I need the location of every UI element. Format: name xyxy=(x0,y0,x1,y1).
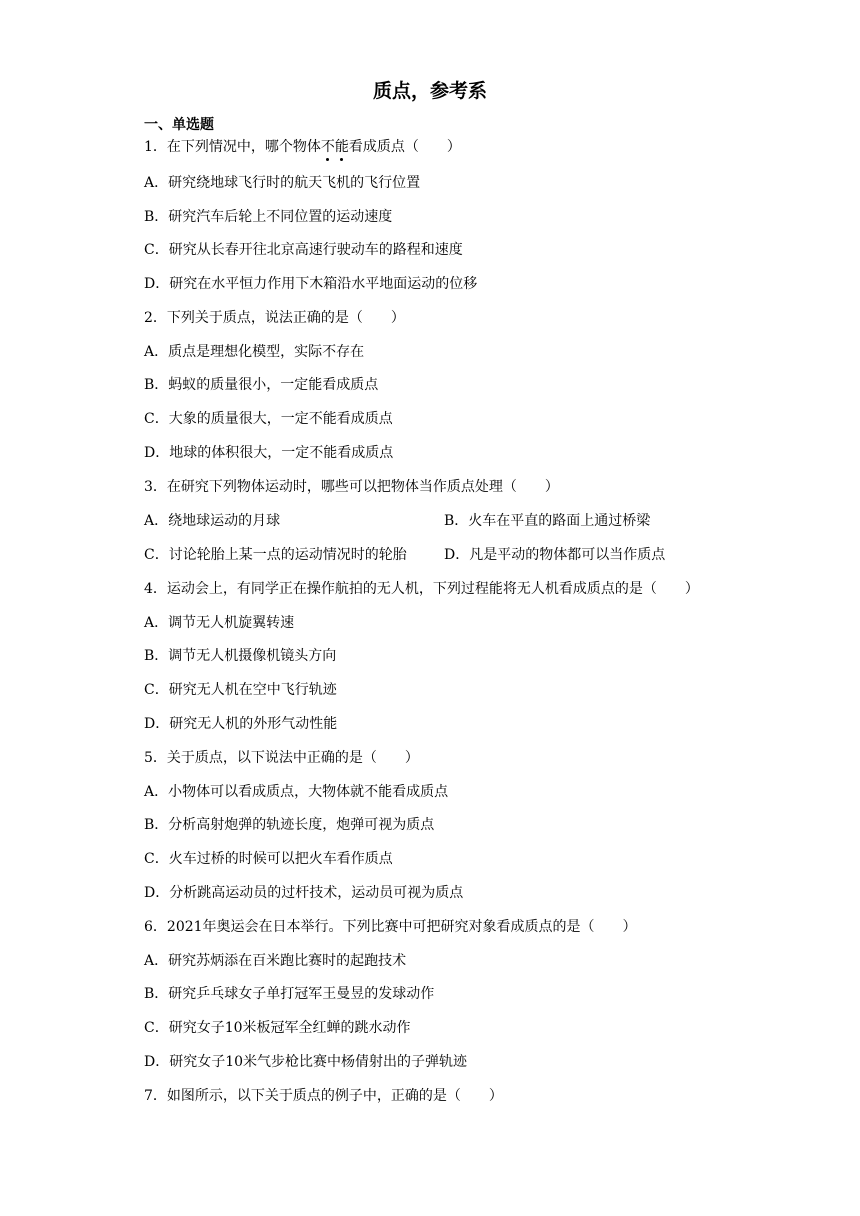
question-6-stem: 6．2021年奥运会在日本举行。下列比赛中可把研究对象看成质点的是（ ） xyxy=(144,919,637,935)
question-3-option-d: D．凡是平动的物体都可以当作质点 xyxy=(444,547,666,563)
question-2-stem: 2．下列关于质点，说法正确的是（ ） xyxy=(144,310,405,326)
question-1-stem xyxy=(144,137,461,157)
question-7-stem: 7．如图所示，以下关于质点的例子中，正确的是（ ） xyxy=(144,1088,503,1104)
page-title: 质点，参考系 xyxy=(372,80,487,102)
question-2-option-a: A．质点是理想化模型，实际不存在 xyxy=(144,344,365,360)
question-1-stem-text: 1．在下列情况中，哪个物体 xyxy=(144,139,321,155)
question-5-option-d: D．分析跳高运动员的过杆技术，运动员可视为质点 xyxy=(144,885,464,901)
question-6-option-b: B．研究乒乓球女子单打冠军王曼昱的发球动作 xyxy=(144,986,435,1002)
question-4-stem: 4．运动会上，有同学正在操作航拍的无人机，下列过程能将无人机看成质点的是（ ） xyxy=(144,581,699,597)
question-4-option-a: A．调节无人机旋翼转速 xyxy=(144,615,295,631)
question-1-option-b: B．研究汽车后轮上不同位置的运动速度 xyxy=(144,209,393,225)
emphasis-dot-1: 不 xyxy=(320,139,335,155)
question-1-option-a: A．研究绕地球飞行时的航天飞机的飞行位置 xyxy=(144,175,421,191)
question-5-stem: 5．关于质点，以下说法中正确的是（ ） xyxy=(144,750,419,766)
question-1-option-d: D．研究在水平恒力作用下木箱沿水平地面运动的位移 xyxy=(144,276,478,292)
question-3-option-b: B．火车在平直的路面上通过桥梁 xyxy=(444,513,651,529)
question-3-options-row-2 xyxy=(144,545,724,565)
question-5-option-c: C．火车过桥的时候可以把火车看作质点 xyxy=(144,851,393,867)
question-3-stem: 3．在研究下列物体运动时，哪些可以把物体当作质点处理（ ） xyxy=(144,479,559,495)
question-1-option-c: C．研究从长春开往北京高速行驶动车的路程和速度 xyxy=(144,242,463,258)
question-2-option-b: B．蚂蚁的质量很小，一定能看成质点 xyxy=(144,377,379,393)
question-1-stem-tail: 看成质点（ ） xyxy=(348,139,461,155)
question-6-option-c: C．研究女子10米板冠军全红蝉的跳水动作 xyxy=(144,1020,411,1036)
section-heading: 一、单选题 xyxy=(144,117,214,133)
question-5-option-b: B．分析高射炮弹的轨迹长度，炮弹可视为质点 xyxy=(144,817,435,833)
emphasis-dot-2: 能 xyxy=(334,139,349,155)
question-4-option-d: D．研究无人机的外形气动性能 xyxy=(144,716,338,732)
question-2-option-c: C．大象的质量很大，一定不能看成质点 xyxy=(144,411,393,427)
question-2-option-d: D．地球的体积很大，一定不能看成质点 xyxy=(144,445,394,461)
question-5-option-a: A．小物体可以看成质点，大物体就不能看成质点 xyxy=(144,784,449,800)
question-3-option-c: C．讨论轮胎上某一点的运动情况时的轮胎 xyxy=(144,547,407,563)
question-4-option-c: C．研究无人机在空中飞行轨迹 xyxy=(144,682,337,698)
question-6-option-d: D．研究女子10米气步枪比赛中杨倩射出的子弹轨迹 xyxy=(144,1054,468,1070)
question-4-option-b: B．调节无人机摄像机镜头方向 xyxy=(144,648,337,664)
question-6-option-a: A．研究苏炳添在百米跑比赛时的起跑技术 xyxy=(144,953,407,969)
question-3-option-a: A．绕地球运动的月球 xyxy=(144,513,281,529)
question-3-options-row-1 xyxy=(144,511,724,531)
